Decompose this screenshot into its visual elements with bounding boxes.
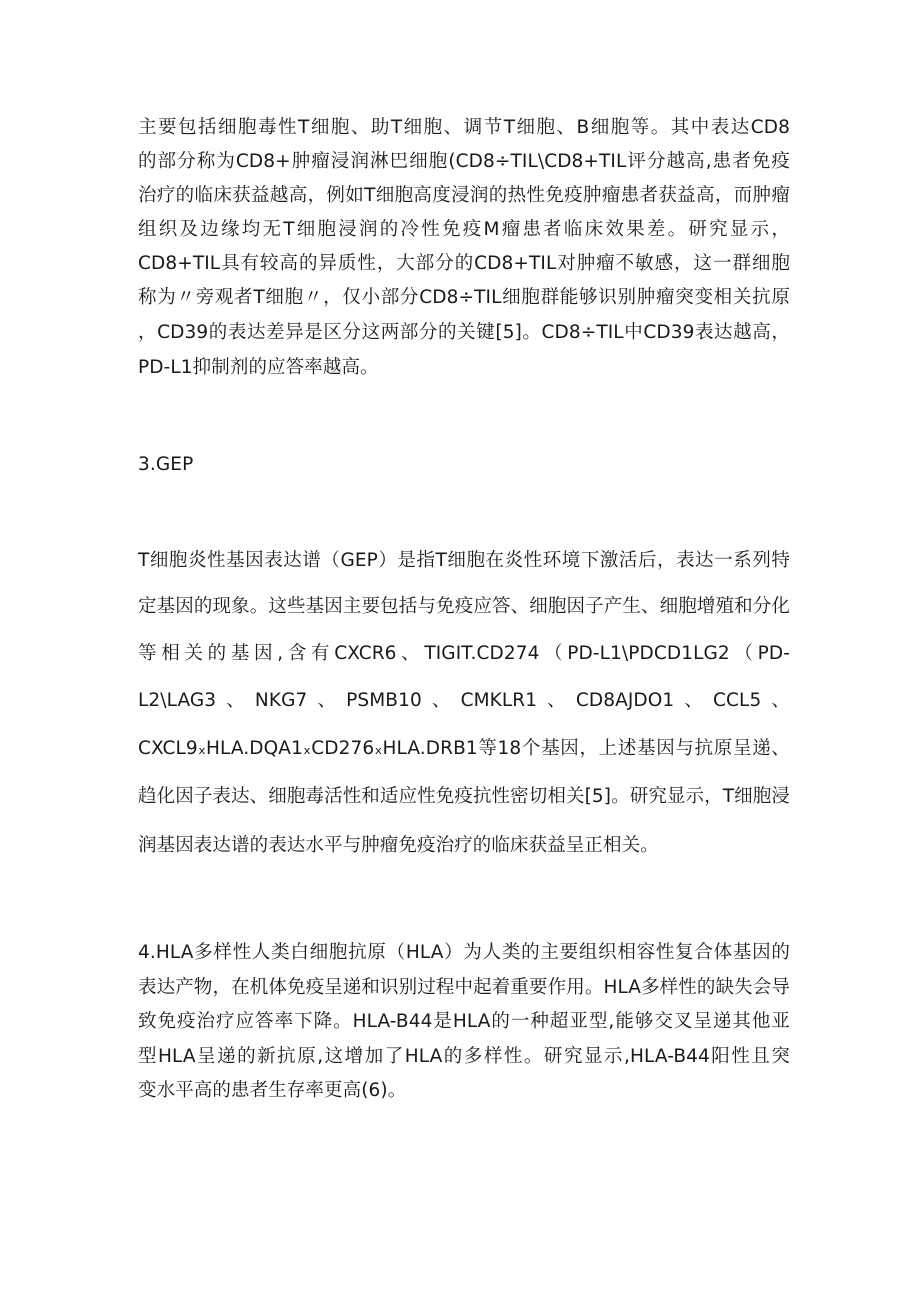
text-line: 的部分称为CD8+肿瘤浸润淋巴细胞(CD8÷TIL\CD8+TIL评分越高,患者免疫 [138,151,790,172]
text-line: CD8+TIL具有较高的异质性，大部分的CD8+TIL对肿瘤不敏感，这一群细胞 [138,253,790,274]
text-line: 趋化因子表达、细胞毒活性和适应性免疫抗性密切相关[5]。研究显示，T细胞浸 [138,786,790,807]
text-line: 主要包括细胞毒性T细胞、助T细胞、调节T细胞、B细胞等。其中表达CD8 [138,117,790,138]
text-line: 4.HLA多样性人类白细胞抗原（HLA）为人类的主要组织相容性复合体基因的 [138,942,790,963]
text-line: 致免疫治疗应答率下降。HLA-B44是HLA的一种超亚型,能够交叉呈递其他亚 [138,1011,790,1032]
text-line: 表达产物，在机体免疫呈递和识别过程中起着重要作用。HLA多样性的缺失会导 [138,977,790,998]
text-line: 治疗的临床获益越高，例如T细胞高度浸润的热性免疫肿瘤患者获益高，而肿瘤 [138,185,790,206]
text-line: 型HLA呈递的新抗原,这增加了HLA的多样性。研究显示,HLA-B44阳性且突 [138,1046,790,1067]
text-line: PD-L1抑制剂的应答率越高。 [138,357,379,378]
text-line: 定基因的现象。这些基因主要包括与免疫应答、细胞因子产生、细胞增殖和分化 [138,596,790,617]
section-heading-gep: 3.GEP [138,454,194,475]
text-line: 称为〃旁观者T细胞〃，仅小部分CD8÷TIL细胞群能够识别肿瘤突变相关抗原 [138,287,790,308]
text-line: 变水平高的患者生存率更高(6)。 [138,1080,407,1101]
text-line: 等相关的基因,含有CXCR6、TIGIT.CD274（PD-L1\PDCD1LG2（PD- [138,643,790,664]
text-line: CXCL9ₓHLA.DQA1ₓCD276ₓHLA.DRB1等18个基因，上述基因与抗原呈递、 [138,738,790,759]
text-line: ，CD39的表达差异是区分这两部分的关键[5]。CD8÷TIL中CD39表达越高， [138,322,790,343]
text-line: 润基因表达谱的表达水平与肿瘤免疫治疗的临床获益呈正相关。 [138,835,659,856]
text-line: 组织及边缘均无T细胞浸润的冷性免疫M瘤患者临床效果差。研究显示， [138,219,790,240]
text-line: T细胞炎性基因表达谱（GEP）是指T细胞在炎性环境下激活后，表达一系列特 [138,550,790,571]
text-line: L2\LAG3、NKG7、PSMB10、CMKLR1、CD8AJDO1、CCL5、 [138,690,790,711]
